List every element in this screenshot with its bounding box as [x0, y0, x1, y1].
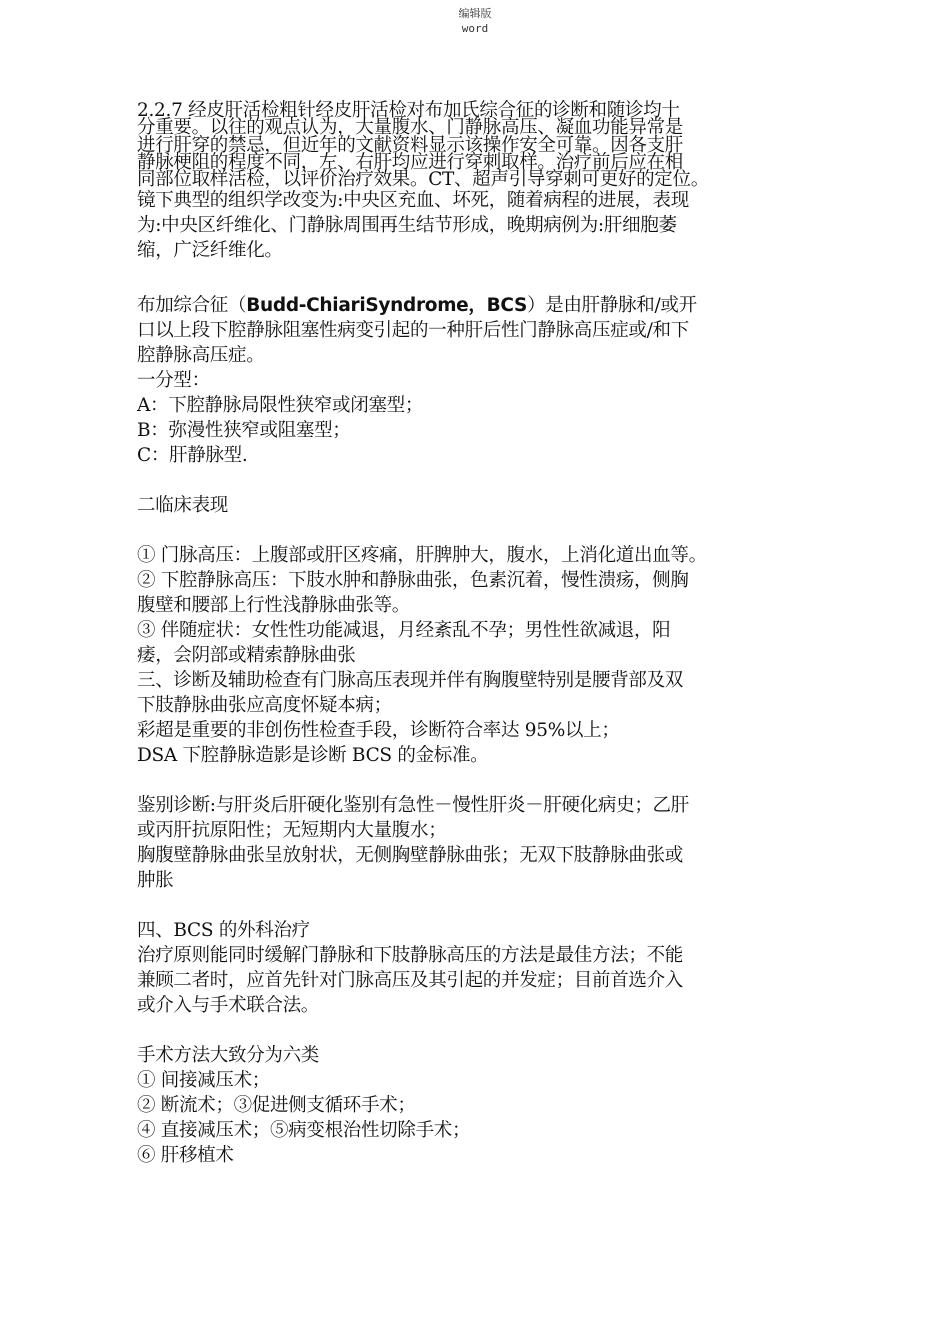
- text-line: 腹壁和腰部上行性浅静脉曲张等。: [137, 595, 411, 617]
- text-line: 鉴别诊断:与肝炎后肝硬化鉴别有急性－慢性肝炎－肝硬化病史；乙肝: [137, 795, 689, 817]
- text-line: 2.2.7 经皮肝活检粗针经皮肝活检对布加氏综合征的诊断和随诊均十: [137, 100, 680, 121]
- text-line: 镜下典型的组织学改变为:中央区充血、坏死，随着病程的进展，表现: [137, 190, 689, 212]
- list-item: ⑥ 肝移植术: [137, 1145, 234, 1167]
- text-line: 或介入与手术联合法。: [137, 995, 320, 1017]
- clinical-heading: 二临床表现: [137, 495, 229, 517]
- header-line-2: word: [461, 22, 489, 35]
- surgery-section: [137, 918, 837, 1018]
- classification-section: [137, 368, 837, 468]
- list-item: B：弥漫性狭窄或阻塞型；: [137, 420, 351, 442]
- list-item: A：下腔静脉局限性狭窄或闭塞型；: [137, 395, 424, 417]
- methods-section: [137, 1043, 837, 1168]
- text-line: 进行肝穿的禁忌，但近年的文献资料显示该操作安全可靠。因各支肝: [137, 134, 684, 156]
- text-line: 兼顾二者时，应首先针对门脉高压及其引起的并发症；目前首选介入: [137, 970, 684, 992]
- text-line: 或丙肝抗原阳性；无短期内大量腹水；: [137, 820, 447, 842]
- text-line: 分重要。以往的观点认为，大量腹水、门静脉高压、凝血功能异常是: [137, 117, 684, 139]
- text-line: DSA 下腔静脉造影是诊断 BCS 的金标准。: [137, 745, 489, 767]
- definition-paragraph: [137, 293, 837, 368]
- list-item: ④ 直接减压术；⑤病变根治性切除手术；: [137, 1120, 471, 1142]
- list-item: ② 断流术；③促进侧支循环手术；: [137, 1095, 416, 1117]
- text-line: 同部位取样活检，以评价治疗效果。CT、超声引导穿刺可更好的定位。: [137, 169, 709, 191]
- list-item: ① 间接减压术；: [137, 1070, 270, 1092]
- text-line: 口以上段下腔静脉阻塞性病变引起的一种肝后性门静脉高压症或/和下: [137, 320, 689, 342]
- differential-section: [137, 793, 837, 893]
- page-header: [0, 6, 950, 36]
- methods-heading: 手术方法大致分为六类: [137, 1045, 320, 1067]
- text-line: 痿，会阴部或精索静脉曲张: [137, 645, 356, 667]
- text-line: 缩，广泛纤维化。: [137, 240, 283, 262]
- text-line: 治疗原则能同时缓解门静脉和下肢静脉高压的方法是最佳方法；不能: [137, 945, 684, 967]
- text-line: 胸腹壁静脉曲张呈放射状，无侧胸壁静脉曲张；无双下肢静脉曲张或: [137, 845, 684, 867]
- text-line: 为:中央区纤维化、门静脉周围再生结节形成，晚期病例为:肝细胞萎: [137, 215, 677, 237]
- definition-first-line: [137, 293, 837, 318]
- text-line: 下肢静脉曲张应高度怀疑本病；: [137, 695, 392, 717]
- surgery-heading: 四、BCS 的外科治疗: [137, 920, 310, 942]
- list-item: C：肝静脉型.: [137, 445, 248, 467]
- clinical-section: [137, 543, 837, 768]
- text-line: ③ 伴随症状：女性性功能减退，月经紊乱不孕；男性性欲减退，阳: [137, 620, 671, 642]
- text-line: 肿胀: [137, 870, 174, 892]
- classification-heading: 一分型：: [137, 370, 210, 392]
- definition-term: Budd-ChiariSyndrome，BCS: [246, 295, 528, 317]
- header-line-1: 编辑版: [458, 7, 492, 20]
- definition-suffix: ）是由肝静脉和/或开: [527, 295, 697, 317]
- text-line: ① 门脉高压：上腹部或肝区疼痛，肝脾肿大，腹水，上消化道出血等。: [137, 545, 707, 567]
- biopsy-paragraph: [137, 100, 837, 191]
- text-line: 静脉梗阻的程度不同，左、右肝均应进行穿刺取样。治疗前后应在相: [137, 151, 684, 173]
- text-line: 彩超是重要的非创伤性检查手段，诊断符合率达 95%以上；: [137, 720, 620, 742]
- document-body: [137, 102, 837, 1168]
- text-line: 腔静脉高压症。: [137, 345, 265, 367]
- definition-prefix: 布加综合征（: [137, 295, 247, 317]
- text-line: ② 下腔静脉高压：下肢水肿和静脉曲张，色素沉着，慢性溃疡，侧胸: [137, 570, 689, 592]
- text-line: 三、诊断及辅助检查有门脉高压表现并伴有胸腹壁特别是腰背部及双: [137, 670, 684, 692]
